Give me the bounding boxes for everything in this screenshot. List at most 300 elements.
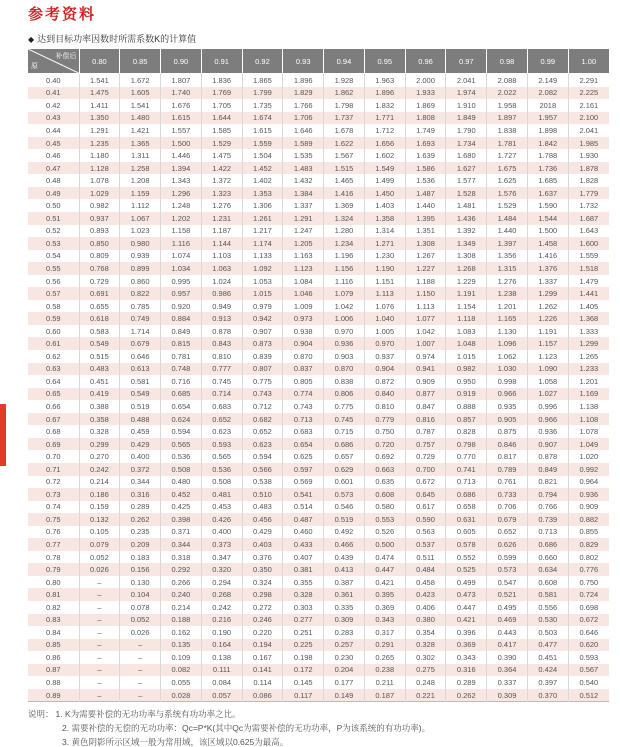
row-header-cell: 0.56 bbox=[45, 276, 61, 286]
k-value-cell: 1.261 bbox=[242, 212, 283, 225]
k-value-cell: 1.187 bbox=[201, 225, 242, 238]
k-value-cell: 1.637 bbox=[527, 187, 568, 200]
k-value-cell: 0.503 bbox=[527, 626, 568, 639]
k-value-cell: 1.896 bbox=[283, 74, 324, 87]
k-value-cell: 0.240 bbox=[161, 588, 202, 601]
k-value-cell: 0.663 bbox=[364, 463, 405, 476]
k-value-cell: 0.390 bbox=[487, 651, 528, 664]
k-value-cell: 2.022 bbox=[487, 87, 528, 100]
k-value-cell: 0.877 bbox=[405, 388, 446, 401]
k-value-cell: 0.537 bbox=[405, 538, 446, 551]
k-value-cell: 1.590 bbox=[527, 199, 568, 212]
k-value-cell: 0.104 bbox=[120, 588, 161, 601]
row-header-cell: 0.81 bbox=[45, 590, 61, 600]
row-header-cell: 0.49 bbox=[45, 188, 61, 198]
k-value-cell: 0.546 bbox=[324, 501, 365, 514]
k-value-cell: 1.165 bbox=[487, 312, 528, 325]
k-value-cell: 1.311 bbox=[120, 149, 161, 162]
k-value-cell: 0.149 bbox=[324, 689, 365, 702]
k-value-cell: 1.280 bbox=[324, 225, 365, 238]
table-row bbox=[28, 425, 609, 438]
k-value-cell: 0.623 bbox=[242, 438, 283, 451]
k-value-cell: 0.242 bbox=[79, 463, 120, 476]
table-row bbox=[28, 237, 609, 250]
k-value-cell: 1.113 bbox=[405, 300, 446, 313]
k-value-cell: 0.888 bbox=[446, 400, 487, 413]
k-value-cell: 0.608 bbox=[527, 576, 568, 589]
row-header-cell: 0.67 bbox=[45, 414, 61, 424]
k-value-cell: 1.078 bbox=[79, 174, 120, 187]
row-header-cell: 0.69 bbox=[45, 439, 61, 449]
table-row bbox=[28, 463, 609, 476]
k-value-cell: 0.466 bbox=[324, 538, 365, 551]
k-value-cell: 1.384 bbox=[283, 187, 324, 200]
column-header-cell: 0.92 bbox=[242, 49, 283, 74]
k-value-cell: 0.460 bbox=[283, 526, 324, 539]
k-value-cell: 1.202 bbox=[161, 212, 202, 225]
row-header-cell: 0.44 bbox=[45, 125, 61, 135]
k-value-cell: 0.787 bbox=[405, 425, 446, 438]
row-header-cell: 0.66 bbox=[45, 401, 61, 411]
k-value-cell: 0.645 bbox=[405, 488, 446, 501]
k-value-cell: 1.487 bbox=[405, 187, 446, 200]
k-value-cell: 1.188 bbox=[405, 275, 446, 288]
k-value-cell: 0.316 bbox=[446, 664, 487, 677]
column-header-cell: 0.95 bbox=[364, 49, 405, 74]
k-value-cell: 0.920 bbox=[161, 300, 202, 313]
k-value-cell: 1.397 bbox=[487, 237, 528, 250]
table-row bbox=[28, 626, 609, 639]
k-value-cell: 0.469 bbox=[487, 614, 528, 627]
table-row bbox=[28, 99, 609, 112]
k-value-cell: 1.337 bbox=[527, 275, 568, 288]
k-value-cell: 1.985 bbox=[568, 137, 609, 150]
k-value-cell: 2.082 bbox=[527, 87, 568, 100]
k-value-cell: 1.276 bbox=[201, 199, 242, 212]
table-row bbox=[28, 137, 609, 150]
k-value-cell: 0.634 bbox=[527, 563, 568, 576]
row-header-cell: 0.74 bbox=[45, 502, 61, 512]
k-value-cell: 0.480 bbox=[161, 476, 202, 489]
k-value-cell: 0.798 bbox=[446, 438, 487, 451]
k-value-cell: 0.750 bbox=[364, 425, 405, 438]
k-value-cell: 1.436 bbox=[446, 212, 487, 225]
k-value-cell: 0.815 bbox=[161, 337, 202, 350]
k-value-cell: 0.447 bbox=[446, 601, 487, 614]
k-value-cell: 1.150 bbox=[405, 287, 446, 300]
k-value-cell: 1.108 bbox=[568, 413, 609, 426]
column-header-cell: 0.97 bbox=[446, 49, 487, 74]
k-value-cell: 1.247 bbox=[283, 225, 324, 238]
k-value-cell: 1.737 bbox=[324, 112, 365, 125]
k-value-cell: 0.829 bbox=[568, 538, 609, 551]
k-value-cell: 0.477 bbox=[527, 639, 568, 652]
k-value-cell: 0.452 bbox=[161, 488, 202, 501]
k-value-cell: 1.422 bbox=[201, 162, 242, 175]
k-value-cell: 1.898 bbox=[527, 124, 568, 137]
k-value-cell: 1.369 bbox=[324, 199, 365, 212]
k-value-cell: 0.439 bbox=[324, 551, 365, 564]
k-value-cell: – bbox=[79, 639, 120, 652]
k-value-cell: 0.387 bbox=[324, 576, 365, 589]
column-header-cell: 1.00 bbox=[568, 49, 609, 74]
k-value-cell: 0.712 bbox=[242, 400, 283, 413]
k-value-cell: 1.046 bbox=[283, 287, 324, 300]
k-value-cell: 1.323 bbox=[201, 187, 242, 200]
k-value-cell: 1.299 bbox=[527, 287, 568, 300]
k-value-cell: 1.687 bbox=[568, 212, 609, 225]
row-header-cell: 0.47 bbox=[45, 163, 61, 173]
k-value-cell: 0.211 bbox=[364, 676, 405, 689]
k-value-cell: 1.096 bbox=[487, 337, 528, 350]
k-value-cell: 1.749 bbox=[405, 124, 446, 137]
row-header-cell: 0.73 bbox=[45, 489, 61, 499]
row-header-cell: 0.42 bbox=[45, 100, 61, 110]
k-value-cell: 0.857 bbox=[446, 413, 487, 426]
k-value-cell: 1.644 bbox=[201, 112, 242, 125]
k-value-cell: 0.652 bbox=[487, 526, 528, 539]
k-value-cell: 0.720 bbox=[364, 438, 405, 451]
k-value-cell: 1.058 bbox=[527, 375, 568, 388]
k-value-cell: 1.452 bbox=[242, 162, 283, 175]
k-value-cell: 0.508 bbox=[161, 463, 202, 476]
k-value-cell: 0.105 bbox=[79, 526, 120, 539]
k-value-cell: 0.624 bbox=[161, 413, 202, 426]
k-value-cell: 0.706 bbox=[487, 501, 528, 514]
k-value-cell: 1.675 bbox=[487, 162, 528, 175]
corner-label-after: 补偿后 bbox=[55, 53, 77, 60]
k-value-cell: 0.186 bbox=[79, 488, 120, 501]
table-row bbox=[28, 488, 609, 501]
k-value-cell: 0.270 bbox=[79, 450, 120, 463]
k-value-cell: 0.114 bbox=[242, 676, 283, 689]
k-value-cell: 1.049 bbox=[568, 438, 609, 451]
row-header-cell: 0.61 bbox=[45, 339, 61, 349]
k-value-cell: 1.368 bbox=[568, 312, 609, 325]
k-value-cell: 1.500 bbox=[527, 225, 568, 238]
k-value-cell: 1.705 bbox=[201, 99, 242, 112]
k-value-cell: – bbox=[120, 651, 161, 664]
k-value-cell: 0.283 bbox=[324, 626, 365, 639]
k-value-cell: 0.905 bbox=[487, 413, 528, 426]
k-value-cell: 1.174 bbox=[242, 237, 283, 250]
k-value-cell: 1.350 bbox=[79, 112, 120, 125]
k-value-cell: 2.100 bbox=[568, 112, 609, 125]
k-value-cell: 0.729 bbox=[79, 275, 120, 288]
k-value-cell: 0.138 bbox=[201, 651, 242, 664]
k-value-cell: 1.440 bbox=[405, 199, 446, 212]
k-value-cell: 1.475 bbox=[79, 87, 120, 100]
table-row bbox=[28, 563, 609, 576]
k-value-cell: 0.618 bbox=[79, 312, 120, 325]
row-header-cell: 0.46 bbox=[45, 151, 61, 161]
row-header-cell: 0.55 bbox=[45, 263, 61, 273]
k-value-cell: 1.020 bbox=[568, 450, 609, 463]
k-value-cell: 1.974 bbox=[446, 87, 487, 100]
k-value-cell: 0.429 bbox=[242, 526, 283, 539]
k-value-cell: 0.743 bbox=[283, 400, 324, 413]
k-value-cell: 1.600 bbox=[568, 237, 609, 250]
k-value-cell: – bbox=[79, 588, 120, 601]
k-value-cell: 0.578 bbox=[446, 538, 487, 551]
k-value-cell: 0.026 bbox=[79, 563, 120, 576]
k-value-cell: 0.079 bbox=[79, 538, 120, 551]
k-value-cell: 0.328 bbox=[283, 588, 324, 601]
k-value-cell: 1.646 bbox=[283, 124, 324, 137]
k-value-cell: 0.167 bbox=[242, 651, 283, 664]
k-value-cell: 0.776 bbox=[568, 563, 609, 576]
k-value-cell: 0.757 bbox=[405, 438, 446, 451]
k-value-cell: 0.164 bbox=[201, 639, 242, 652]
k-value-cell: 0.655 bbox=[79, 300, 120, 313]
k-value-cell: 0.982 bbox=[446, 363, 487, 376]
k-value-cell: 0.317 bbox=[364, 626, 405, 639]
k-value-cell: 0.344 bbox=[161, 538, 202, 551]
k-value-cell: 0.483 bbox=[79, 363, 120, 376]
k-value-cell: 1.771 bbox=[364, 112, 405, 125]
row-header-cell: 0.78 bbox=[45, 552, 61, 562]
k-value-cell: 1.083 bbox=[446, 325, 487, 338]
row-header-cell: 0.50 bbox=[45, 201, 61, 211]
k-value-cell: 0.324 bbox=[242, 576, 283, 589]
k-value-cell: 1.576 bbox=[487, 187, 528, 200]
k-value-cell: 0.672 bbox=[568, 614, 609, 627]
k-value-cell: 1.458 bbox=[527, 237, 568, 250]
table-row bbox=[28, 375, 609, 388]
row-header-cell: 0.83 bbox=[45, 615, 61, 625]
k-value-cell: 1.432 bbox=[283, 174, 324, 187]
k-value-cell: 1.706 bbox=[283, 112, 324, 125]
k-value-cell: 0.657 bbox=[324, 450, 365, 463]
k-value-cell: 1.133 bbox=[242, 250, 283, 263]
k-value-cell: 1.291 bbox=[79, 124, 120, 137]
k-value-cell: 1.479 bbox=[568, 275, 609, 288]
k-value-cell: – bbox=[120, 639, 161, 652]
k-value-cell: 1.602 bbox=[364, 149, 405, 162]
k-value-cell: 1.627 bbox=[446, 162, 487, 175]
k-value-cell: 1.504 bbox=[242, 149, 283, 162]
k-value-cell: 0.556 bbox=[527, 601, 568, 614]
k-value-cell: 1.740 bbox=[161, 87, 202, 100]
k-value-cell: 0.998 bbox=[487, 375, 528, 388]
k-value-cell: 0.775 bbox=[324, 400, 365, 413]
k-value-cell: 0.870 bbox=[283, 350, 324, 363]
k-value-cell: 0.172 bbox=[283, 664, 324, 677]
column-header-cell: 0.85 bbox=[120, 49, 161, 74]
note-item: 1. K为需要补偿的无功功率与系统有功功率之比。 bbox=[55, 709, 241, 720]
k-value-cell: 0.299 bbox=[79, 438, 120, 451]
k-value-cell: 0.590 bbox=[405, 513, 446, 526]
k-value-cell: 0.183 bbox=[120, 551, 161, 564]
k-value-cell: 0.781 bbox=[161, 350, 202, 363]
k-value-cell: 0.838 bbox=[324, 375, 365, 388]
table-row bbox=[28, 350, 609, 363]
k-value-cell: 0.396 bbox=[446, 626, 487, 639]
column-header-cell: 0.93 bbox=[283, 49, 324, 74]
k-value-cell: 1.029 bbox=[79, 187, 120, 200]
k-value-cell: 0.980 bbox=[120, 237, 161, 250]
k-value-cell: 0.425 bbox=[161, 501, 202, 514]
k-value-cell: 0.257 bbox=[324, 639, 365, 652]
k-value-cell: 0.421 bbox=[446, 614, 487, 627]
k-value-cell: 1.191 bbox=[527, 325, 568, 338]
k-value-cell: 1.372 bbox=[201, 174, 242, 187]
k-value-cell: 0.739 bbox=[527, 513, 568, 526]
k-value-cell: 0.569 bbox=[283, 476, 324, 489]
k-value-cell: 0.761 bbox=[487, 476, 528, 489]
k-value-cell: 1.788 bbox=[527, 149, 568, 162]
k-value-cell: 0.364 bbox=[487, 664, 528, 677]
k-value-cell: 0.526 bbox=[364, 526, 405, 539]
k-value-cell: 0.817 bbox=[487, 450, 528, 463]
row-header-cell: 0.70 bbox=[45, 452, 61, 462]
k-value-cell: 1.440 bbox=[487, 225, 528, 238]
k-value-cell: 0.682 bbox=[242, 413, 283, 426]
k-value-cell: 0.583 bbox=[79, 325, 120, 338]
k-value-cell: 1.416 bbox=[324, 187, 365, 200]
k-value-cell: 0.443 bbox=[487, 626, 528, 639]
k-value-cell: 1.766 bbox=[283, 99, 324, 112]
k-value-cell: 0.714 bbox=[201, 388, 242, 401]
k-value-cell: 0.492 bbox=[324, 526, 365, 539]
k-value-cell: 0.749 bbox=[120, 312, 161, 325]
k-value-cell: 1.023 bbox=[120, 225, 161, 238]
k-value-cell: 0.515 bbox=[79, 350, 120, 363]
k-value-cell: 1.365 bbox=[120, 137, 161, 150]
k-value-cell: 0.581 bbox=[120, 375, 161, 388]
k-value-cell: 1.779 bbox=[568, 187, 609, 200]
k-value-cell: 1.201 bbox=[487, 300, 528, 313]
row-header-cell: 0.51 bbox=[45, 213, 61, 223]
k-value-cell: 0.884 bbox=[161, 312, 202, 325]
k-value-cell: 1.208 bbox=[120, 174, 161, 187]
page-edge-tab bbox=[0, 404, 6, 466]
k-value-cell: 1.308 bbox=[446, 250, 487, 263]
table-row bbox=[28, 476, 609, 489]
k-value-cell: 1.196 bbox=[324, 250, 365, 263]
k-value-cell: 0.936 bbox=[324, 337, 365, 350]
k-value-cell: 1.351 bbox=[405, 225, 446, 238]
k-value-cell: 1.897 bbox=[487, 112, 528, 125]
table-row bbox=[28, 651, 609, 664]
k-value-cell: 0.162 bbox=[161, 626, 202, 639]
k-value-cell: 0.499 bbox=[446, 576, 487, 589]
k-value-cell: 1.515 bbox=[324, 162, 365, 175]
k-value-cell: 0.686 bbox=[324, 438, 365, 451]
k-value-cell: 1.299 bbox=[568, 337, 609, 350]
k-value-cell: 0.508 bbox=[201, 476, 242, 489]
k-value-cell: 1.394 bbox=[161, 162, 202, 175]
k-value-cell: 1.353 bbox=[242, 187, 283, 200]
k-value-cell: 1.190 bbox=[364, 262, 405, 275]
k-value-cell: 1.392 bbox=[446, 225, 487, 238]
row-header-cell: 0.52 bbox=[45, 226, 61, 236]
k-value-cell: 0.805 bbox=[283, 375, 324, 388]
k-value-cell: 0.821 bbox=[527, 476, 568, 489]
k-value-cell: 0.750 bbox=[568, 576, 609, 589]
k-value-cell: 1.343 bbox=[161, 174, 202, 187]
row-header-cell: 0.60 bbox=[45, 326, 61, 336]
k-value-cell: 0.686 bbox=[446, 488, 487, 501]
k-value-cell: 0.214 bbox=[79, 476, 120, 489]
table-body bbox=[28, 74, 609, 702]
column-header-cell: 0.96 bbox=[405, 49, 446, 74]
k-value-cell: 1.769 bbox=[201, 87, 242, 100]
k-value-cell: 0.538 bbox=[242, 476, 283, 489]
k-value-cell: 1.118 bbox=[446, 312, 487, 325]
k-value-cell: 0.086 bbox=[242, 689, 283, 702]
k-value-cell: – bbox=[120, 689, 161, 702]
k-value-cell: 2.225 bbox=[568, 87, 609, 100]
k-value-cell: 0.872 bbox=[364, 375, 405, 388]
k-value-cell: 0.204 bbox=[324, 664, 365, 677]
k-value-cell: 0.484 bbox=[405, 563, 446, 576]
column-header-cell: 0.90 bbox=[161, 49, 202, 74]
k-value-cell: 1.324 bbox=[324, 212, 365, 225]
k-value-cell: 1.862 bbox=[324, 87, 365, 100]
k-value-cell: 1.557 bbox=[161, 124, 202, 137]
k-value-cell: 0.713 bbox=[446, 476, 487, 489]
k-value-cell: 1.130 bbox=[487, 325, 528, 338]
k-value-cell: 1.030 bbox=[487, 363, 528, 376]
table-row bbox=[28, 250, 609, 263]
notes bbox=[28, 707, 620, 747]
k-value-cell: 0.573 bbox=[324, 488, 365, 501]
k-value-cell: 0.451 bbox=[79, 375, 120, 388]
k-value-cell: – bbox=[79, 676, 120, 689]
k-value-cell: 0.601 bbox=[324, 476, 365, 489]
k-value-cell: 1.123 bbox=[283, 262, 324, 275]
k-value-cell: 1.005 bbox=[364, 325, 405, 338]
k-value-cell: 0.358 bbox=[79, 413, 120, 426]
k-value-cell: 0.190 bbox=[201, 626, 242, 639]
k-value-cell: 0.424 bbox=[527, 664, 568, 677]
k-value-cell: 1.625 bbox=[487, 174, 528, 187]
k-value-cell: 0.745 bbox=[201, 375, 242, 388]
row-header-cell: 0.65 bbox=[45, 389, 61, 399]
k-value-cell: 0.268 bbox=[201, 588, 242, 601]
page-title: 参考资料 bbox=[28, 6, 97, 23]
k-value-cell: 0.593 bbox=[201, 438, 242, 451]
k-value-cell: 1.042 bbox=[324, 300, 365, 313]
column-header-cell: 0.94 bbox=[324, 49, 365, 74]
k-value-cell: 0.318 bbox=[161, 551, 202, 564]
k-value-cell: 1.103 bbox=[201, 250, 242, 263]
row-header-cell: 0.48 bbox=[45, 176, 61, 186]
k-value-cell: 1.151 bbox=[364, 275, 405, 288]
k-value-cell: 0.109 bbox=[161, 651, 202, 664]
k-value-cell: 1.615 bbox=[161, 112, 202, 125]
k-value-cell: 1.416 bbox=[527, 250, 568, 263]
k-value-cell: 1.958 bbox=[487, 99, 528, 112]
k-value-cell: 1.622 bbox=[324, 137, 365, 150]
k-value-cell: 0.840 bbox=[364, 388, 405, 401]
k-value-cell: 1.676 bbox=[161, 99, 202, 112]
k-value-cell: 0.715 bbox=[324, 425, 365, 438]
k-value-cell: 0.970 bbox=[364, 337, 405, 350]
k-value-cell: 0.547 bbox=[487, 576, 528, 589]
k-value-cell: 1.116 bbox=[161, 237, 202, 250]
k-value-cell: 1.217 bbox=[242, 225, 283, 238]
k-value-cell: 0.473 bbox=[446, 588, 487, 601]
k-value-cell: 1.735 bbox=[242, 99, 283, 112]
k-value-cell: 0.238 bbox=[364, 664, 405, 677]
k-value-cell: 1.158 bbox=[161, 225, 202, 238]
table-row bbox=[28, 149, 609, 162]
k-value-cell: 0.770 bbox=[446, 450, 487, 463]
table-row bbox=[28, 501, 609, 514]
k-value-cell: 1.234 bbox=[324, 237, 365, 250]
